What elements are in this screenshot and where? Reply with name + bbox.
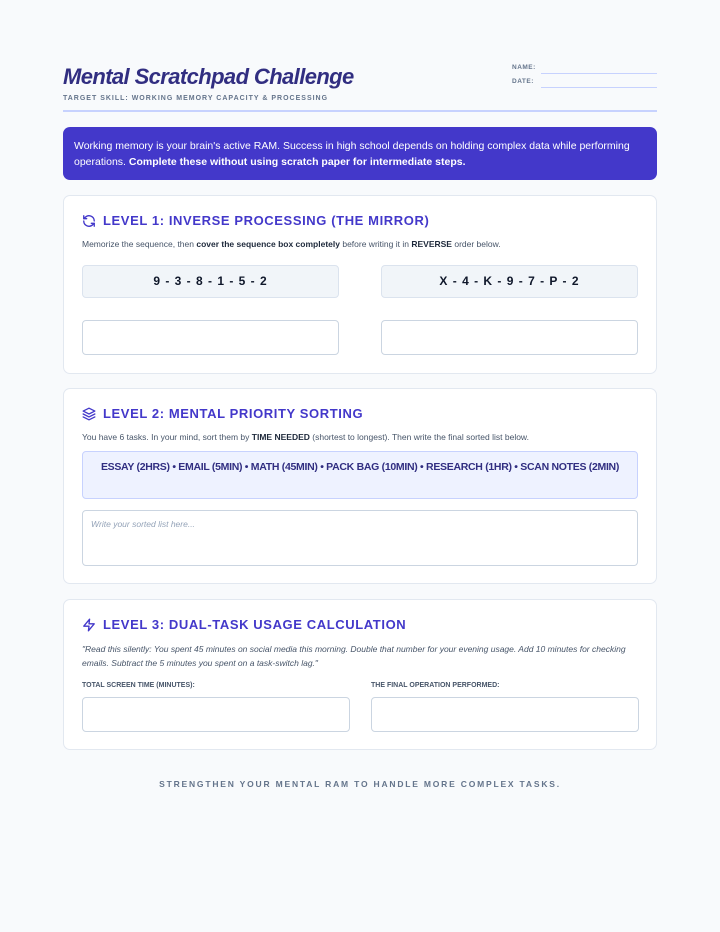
reverse-answer-box-2[interactable] (381, 320, 638, 355)
page-footer: STRENGTHEN YOUR MENTAL RAM TO HANDLE MORE COMPLEX TASKS. (159, 779, 561, 789)
worksheet-header (63, 62, 657, 112)
level-1-desc-part3: order below. (454, 239, 501, 249)
level-3-title: LEVEL 3: DUAL-TASK USAGE CALCULATION (103, 617, 407, 632)
level-1-instructions (82, 239, 501, 249)
level-1-desc-part1: Memorize the sequence, then (82, 239, 194, 249)
final-operation-label: THE FINAL OPERATION PERFORMED: (371, 682, 500, 689)
sequence-box-numbers: 9 - 3 - 8 - 1 - 5 - 2 (82, 265, 339, 298)
intro-text: Working memory is your brain's active RAM. Success in high school depends on holding complex data while performing operations. (74, 140, 630, 168)
level-1-title: LEVEL 1: INVERSE PROCESSING (THE MIRROR) (103, 213, 430, 228)
level-3-card (63, 599, 657, 750)
page-subtitle: TARGET SKILL: WORKING MEMORY CAPACITY & PROCESSING (63, 95, 329, 102)
level-1-card (63, 195, 657, 374)
level-1-desc-bold1: cover the sequence box completely (196, 239, 340, 249)
date-line (541, 87, 657, 88)
level-2-desc-part2: (shortest to longest). Then write the final sorted list below. (312, 432, 529, 442)
level-1-desc-part2: before writing it in (342, 239, 409, 249)
date-field[interactable] (512, 76, 657, 88)
level-2-desc-part1: You have 6 tasks. In your mind, sort them by (82, 432, 250, 442)
level-2-desc-bold: TIME NEEDED (251, 432, 310, 442)
final-operation-input[interactable] (371, 697, 639, 732)
intro-emphasis: Complete these without using scratch paper for intermediate steps. (128, 156, 466, 168)
level-3-word-problem: "Read this silently: You spent 45 minutes on social media this morning. Double that number for your evening usage. Add 10 minutes for checking emails. Subtract the 5 minutes you spent on a task-switch lag." (82, 644, 626, 668)
lightning-bolt-icon (82, 618, 96, 632)
screen-time-input[interactable] (82, 697, 350, 732)
screen-time-label: TOTAL SCREEN TIME (MINUTES): (82, 682, 195, 689)
intro-banner (63, 127, 657, 180)
level-2-card (63, 388, 657, 584)
reverse-answer-box-1[interactable] (82, 320, 339, 355)
page-title: Mental Scratchpad Challenge (63, 64, 354, 89)
task-list-box: ESSAY (2HRS) • EMAIL (5MIN) • MATH (45MIN) • PACK BAG (10MIN) • RESEARCH (1HR) • SCAN NOTES (2MIN) (82, 451, 638, 499)
layers-icon (82, 407, 96, 421)
sequence-box-mixed: X - 4 - K - 9 - 7 - P - 2 (381, 265, 638, 298)
date-label: DATE: (512, 78, 534, 85)
sorted-list-input[interactable] (82, 510, 638, 566)
name-line (541, 73, 657, 74)
level-2-instructions (82, 432, 529, 442)
refresh-icon (82, 214, 96, 228)
level-2-title: LEVEL 2: MENTAL PRIORITY SORTING (103, 406, 364, 421)
name-label: NAME: (512, 64, 536, 71)
level-1-desc-bold2: REVERSE (411, 239, 452, 249)
name-field[interactable] (512, 62, 657, 74)
